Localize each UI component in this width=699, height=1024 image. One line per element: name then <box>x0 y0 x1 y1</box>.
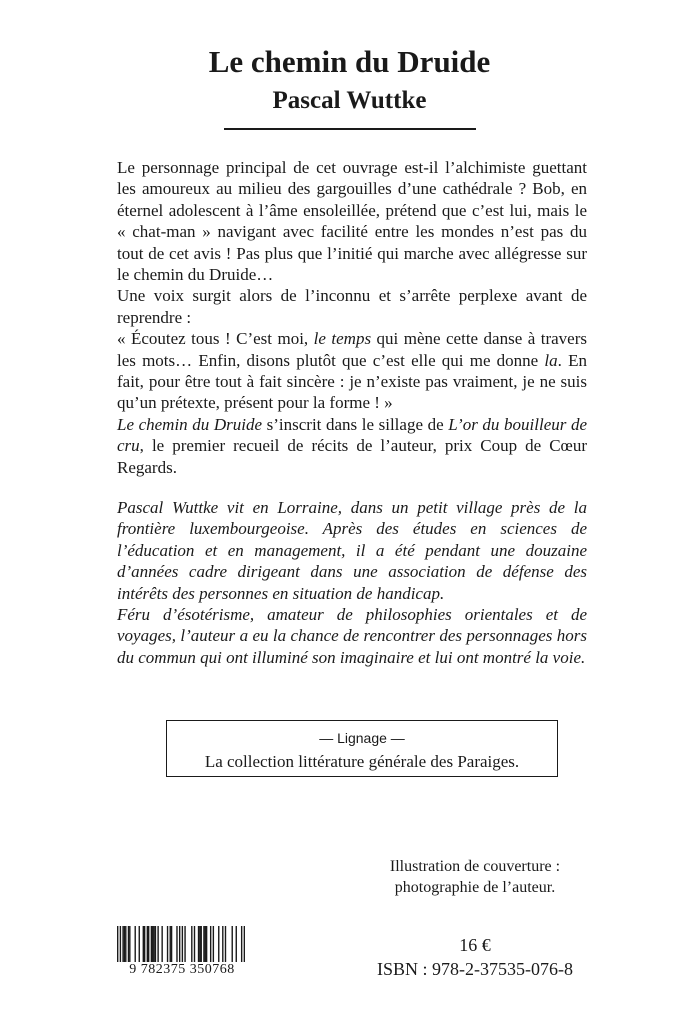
illustration-credit-line: Illustration de couverture : <box>389 858 561 875</box>
barcode-bar <box>147 926 148 962</box>
barcode-bar <box>201 926 202 962</box>
barcode-bar <box>135 926 136 962</box>
blurb-text: , le premier recueil de récits de l’auteur, prix Coup de Cœur Regards. <box>117 436 587 477</box>
quote-emphasis: la <box>544 350 558 370</box>
bio-paragraph: Féru d’ésotérisme, amateur de philosophies orientales et de voyages, l’auteur a eu la chance de rencontrer des personnages hors du commun qui ont illuminé son imaginaire et lui ont montré la voie. <box>117 605 587 667</box>
collection-box <box>166 720 558 777</box>
collection-name: — Lignage — <box>319 730 405 746</box>
barcode-bar <box>198 926 199 962</box>
barcode-bar <box>171 926 172 962</box>
barcode-bar <box>148 926 149 962</box>
barcode-bar <box>161 926 162 962</box>
barcode-bar <box>151 926 152 962</box>
barcode-bar <box>155 926 156 962</box>
barcode-bar <box>129 926 130 962</box>
barcode-bar <box>153 926 154 962</box>
barcode-bar <box>179 926 180 962</box>
price: 16 € <box>459 935 491 955</box>
barcode-bar <box>236 926 237 962</box>
book-title: Le chemin du Druide <box>208 44 491 79</box>
collection-description: La collection littérature générale des Paraiges. <box>204 752 520 771</box>
author-bio <box>117 497 587 668</box>
barcode-bar <box>167 926 168 962</box>
barcode-bar <box>182 926 183 962</box>
quote-text: « Écoutez tous ! C’est moi, <box>117 329 314 349</box>
barcode-bar <box>176 926 177 962</box>
barcode-bar <box>139 926 140 962</box>
barcode-bar <box>170 926 171 962</box>
blurb-paragraph: Une voix surgit alors de l’inconnu et s’arrête perplexe avant de reprendre : <box>117 286 587 327</box>
blurb-text: s’inscrit dans le sillage de <box>262 414 449 434</box>
barcode-bar <box>152 926 153 962</box>
barcode-bar <box>143 926 144 962</box>
barcode-bar <box>144 926 145 962</box>
barcode-bar <box>218 926 219 962</box>
barcode-bar <box>122 926 123 962</box>
barcode-bar <box>191 926 192 962</box>
barcode-bar <box>199 926 200 962</box>
blurb-paragraph <box>117 414 587 478</box>
barcode-bar <box>244 926 245 962</box>
barcode-bar <box>124 926 125 962</box>
quote-text: . En fait, pour être tout à fait sincère : je n’existe pas vraiment, je ne suis qu’un prétexte, présent pour la forme ! » <box>117 350 587 413</box>
barcode-bar <box>241 926 242 962</box>
barcode-bar <box>117 926 118 962</box>
illustration-credit-line: photographie de l’auteur. <box>394 879 556 896</box>
quote-emphasis: le temps <box>313 329 372 349</box>
barcode-bar <box>194 926 195 962</box>
illustration-credit <box>330 856 620 898</box>
barcode-bar <box>120 926 121 962</box>
barcode-bar <box>184 926 185 962</box>
blurb-paragraph: Le personnage principal de cet ouvrage est-il l’alchimiste guettant les amoureux au milieu des gargouilles d’une cathédrale ? Bob, en éternel adolescent à l’âme ensoleillée, prétend que c’est lui, mais le « chat-man » navigant avec facilité entre les mondes n’est pas du tout de cet avis ! Pas plus que l’initié qui marche avec allégresse sur le chemin du Druide… <box>117 158 587 285</box>
barcode-number: 9 782375 350768 <box>129 962 235 977</box>
barcode-bar <box>128 926 129 962</box>
blurb-quote <box>117 328 587 414</box>
barcode-bar <box>222 926 223 962</box>
quote-text: qui mène cette danse à travers les mots… Enfin, disons plutôt que c’est elle qui me donne <box>117 329 588 370</box>
bio-paragraph: Pascal Wuttke vit en Lorraine, dans un petit village près de la frontière luxembourgeoise. Après des études en sciences de l’éducation et en management, il a été pendant une douzaine d’années cadre dirigeant dans une association de défense des intérêts des personnes en situation de handicap. <box>117 498 587 603</box>
barcode-bar <box>210 926 211 962</box>
back-cover-blurb <box>117 157 587 478</box>
previous-book-reference: L’or du bouilleur de cru <box>117 414 587 456</box>
isbn: ISBN : 978-2-37535-076-8 <box>377 959 573 979</box>
barcode-bar <box>205 926 206 962</box>
barcode-bar <box>125 926 126 962</box>
barcode-bar <box>225 926 226 962</box>
barcode-bar <box>206 926 207 962</box>
barcode-bar <box>157 926 158 962</box>
book-author: Pascal Wuttke <box>272 87 427 114</box>
barcode-bar <box>203 926 204 962</box>
barcode-bar <box>213 926 214 962</box>
barcode-icon <box>117 926 245 962</box>
barcode-bar <box>232 926 233 962</box>
book-title-reference: Le chemin du Druide <box>117 414 263 434</box>
title-divider <box>224 128 476 130</box>
